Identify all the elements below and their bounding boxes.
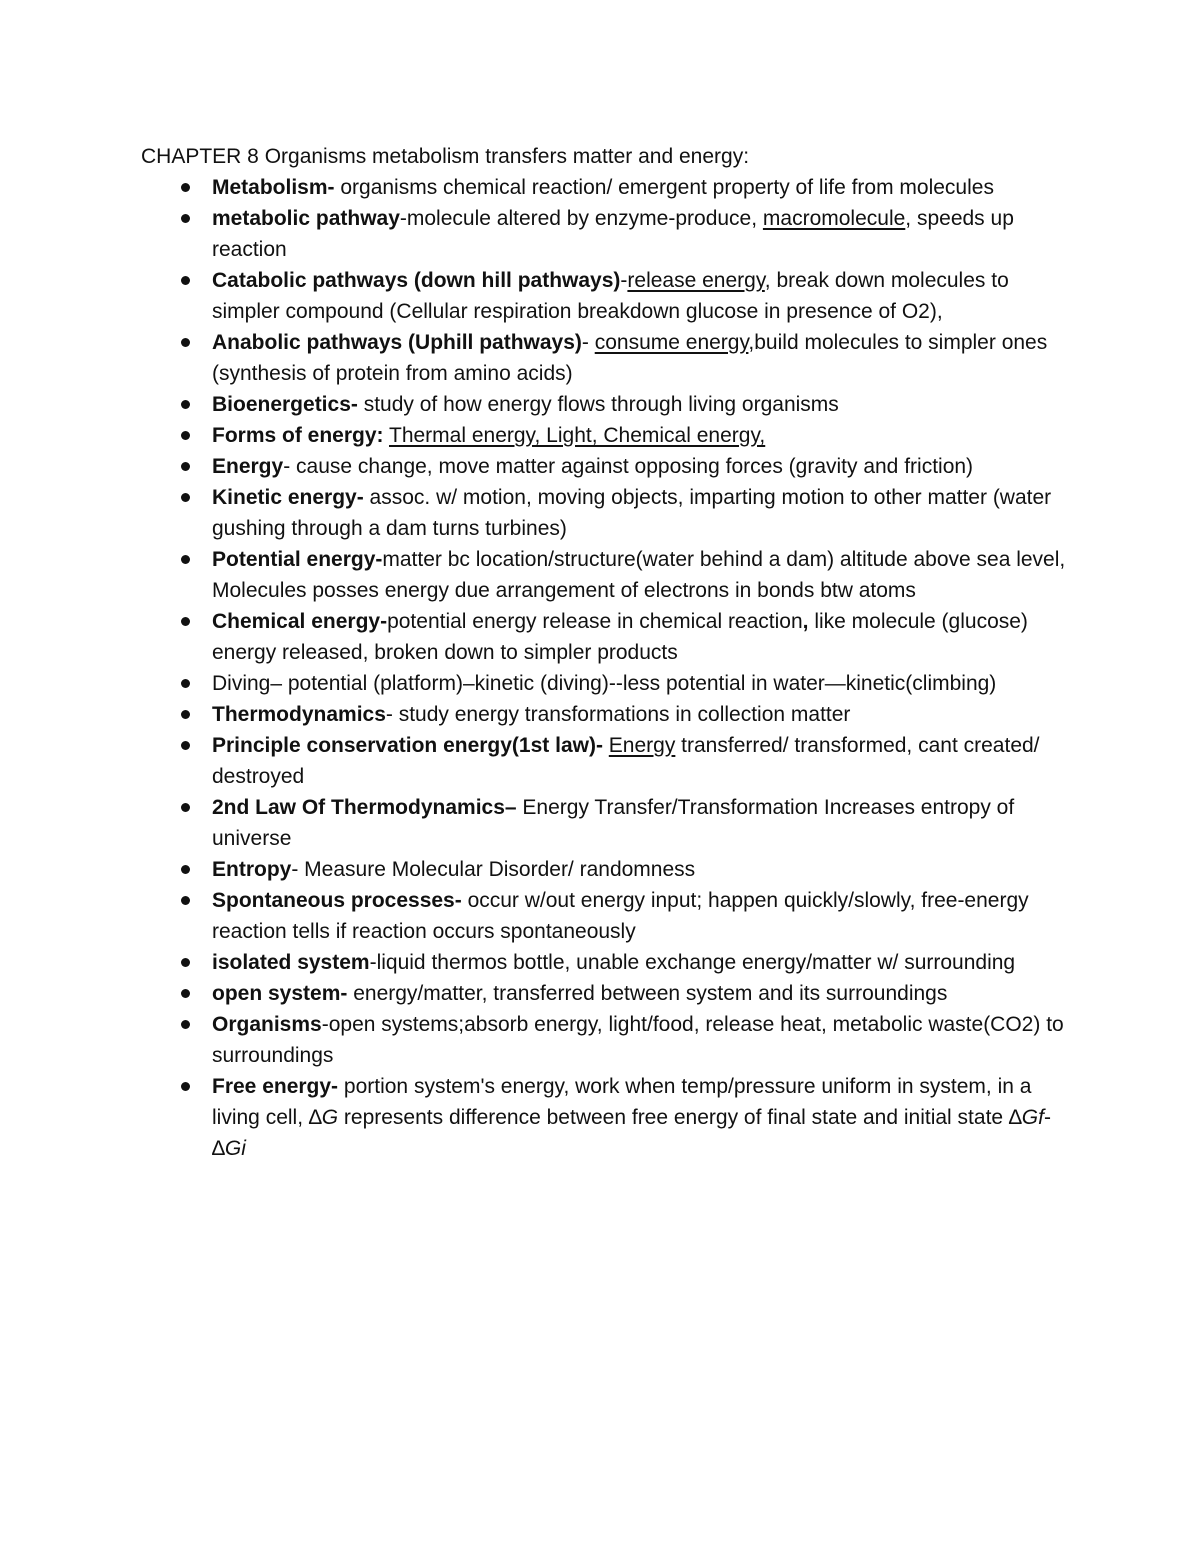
- bullet-icon: [181, 989, 190, 998]
- definition: - cause change, move matter against opposing forces (gravity and friction): [283, 455, 974, 478]
- list-item: [141, 482, 1066, 544]
- term-organisms: Organisms: [212, 1013, 322, 1036]
- list-item: [141, 792, 1066, 854]
- list-item: [141, 1071, 1066, 1164]
- list-item: [141, 327, 1066, 389]
- definition: -molecule altered by enzyme-produce,: [399, 207, 763, 230]
- bullet-icon: [181, 462, 190, 471]
- definition: ,build molecules to simpler ones (synthesis of protein from amino acids): [212, 331, 1048, 385]
- underlined-text: macromolecule: [762, 207, 906, 230]
- bullet-icon: [181, 214, 190, 223]
- term-isolated-system: isolated system: [212, 951, 370, 974]
- term-anabolic-pathways: Anabolic pathways (Uphill pathways): [212, 331, 582, 354]
- definition: , break down molecules to simpler compound (Cellular respiration breakdown glucose in presence of O2),: [212, 269, 1009, 323]
- definition: represents difference between free energy of final state and initial state ∆: [338, 1106, 1022, 1129]
- bullet-icon: [181, 1082, 190, 1091]
- list-item: [141, 203, 1066, 265]
- bullet-icon: [181, 617, 190, 626]
- term-open-system: open system-: [212, 982, 348, 1005]
- list-item: [141, 699, 1066, 730]
- term-bioenergetics: Bioenergetics-: [212, 393, 358, 416]
- italic-symbol: Gi: [224, 1137, 246, 1160]
- list-item: [141, 730, 1066, 792]
- list-item: [141, 1009, 1066, 1071]
- definition: -open systems;absorb energy, light/food, release heat, metabolic waste(CO2) to surroundings: [212, 1013, 1064, 1067]
- definition: occur w/out energy input; happen quickly/slowly, free-energy reaction tells if reaction occurs spontaneously: [212, 889, 1029, 943]
- definition: Diving– potential (platform)–kinetic (diving)--less potential in water—kinetic(climbing): [212, 672, 997, 695]
- chapter-heading: CHAPTER 8 Organisms metabolism transfers matter and energy:: [141, 145, 750, 168]
- term-free-energy: Free energy-: [212, 1075, 339, 1098]
- definition: study of how energy flows through living organisms: [357, 393, 839, 416]
- list-item: [141, 265, 1066, 327]
- definition: matter bc location/structure(water behind a dam) altitude above sea level, Molecules posses energy due arrangement of electrons in bonds btw atoms: [212, 548, 1066, 602]
- definition: portion system's energy, work when temp/pressure uniform in system, in a living cell, ∆: [212, 1075, 1032, 1129]
- bullet-icon: [181, 896, 190, 905]
- term-entropy: Entropy: [212, 858, 292, 881]
- term-potential-energy: Potential energy-: [212, 548, 383, 571]
- bold-comma: ,: [802, 610, 809, 633]
- bullet-icon: [181, 679, 190, 688]
- list-item: [141, 947, 1066, 978]
- list-item: [141, 544, 1066, 606]
- definition: energy/matter, transferred between system and its surroundings: [347, 982, 948, 1005]
- definition: like molecule (glucose) energy released, broken down to simpler products: [212, 610, 1028, 664]
- term-spontaneous-processes: Spontaneous processes-: [212, 889, 462, 912]
- definition: -: [620, 269, 628, 292]
- bullet-icon: [181, 803, 190, 812]
- bullet-icon: [181, 710, 190, 719]
- list-item: [141, 451, 1066, 482]
- term-metabolism: Metabolism-: [212, 176, 335, 199]
- list-item: [141, 172, 1066, 203]
- italic-symbol: G: [321, 1106, 339, 1129]
- list-item: [141, 420, 1066, 451]
- underlined-text: Thermal energy, Light, Chemical energy,: [389, 424, 766, 447]
- bullet-icon: [181, 431, 190, 440]
- bullet-icon: [181, 338, 190, 347]
- term-chemical-energy: Chemical energy-: [212, 610, 388, 633]
- definition: potential energy release in chemical reaction: [387, 610, 803, 633]
- definition: organisms chemical reaction/ emergent property of life from molecules: [334, 176, 994, 199]
- term-energy: Energy: [212, 455, 284, 478]
- definition: -liquid thermos bottle, unable exchange energy/matter w/ surrounding: [369, 951, 1016, 974]
- term-catabolic-pathways: Catabolic pathways (down hill pathways): [212, 269, 621, 292]
- definition: -: [581, 331, 595, 354]
- list-item: [141, 885, 1066, 947]
- definition: , speeds up reaction: [212, 207, 1014, 261]
- list-item: [141, 854, 1066, 885]
- term-first-law: Principle conservation energy(1st law)-: [212, 734, 603, 757]
- term-thermodynamics: Thermodynamics: [212, 703, 386, 726]
- term-kinetic-energy: Kinetic energy-: [212, 486, 364, 509]
- underlined-text: Energy: [608, 734, 676, 757]
- definition: - Measure Molecular Disorder/ randomness: [291, 858, 696, 881]
- definition: - study energy transformations in collection matter: [385, 703, 851, 726]
- list-item: [141, 978, 1066, 1009]
- list-item: [141, 606, 1066, 668]
- bullet-icon: [181, 1020, 190, 1029]
- term-second-law: 2nd Law Of Thermodynamics–: [212, 796, 517, 819]
- bullet-icon: [181, 958, 190, 967]
- list-item: [141, 389, 1066, 420]
- bullet-icon: [181, 183, 190, 192]
- definition: assoc. w/ motion, moving objects, imparting motion to other matter (water gushing through a dam turns turbines): [212, 486, 1052, 540]
- term-forms-of-energy: Forms of energy:: [212, 424, 384, 447]
- list-item: [141, 668, 1066, 699]
- bullet-icon: [181, 555, 190, 564]
- italic-symbol: Gf: [1021, 1106, 1044, 1129]
- bullet-icon: [181, 741, 190, 750]
- definition: transferred/ transformed, cant created/ destroyed: [212, 734, 1040, 788]
- bullet-icon: [181, 400, 190, 409]
- underlined-text: consume energy: [594, 331, 749, 354]
- bullet-icon: [181, 276, 190, 285]
- bullet-icon: [181, 865, 190, 874]
- definition: -∆: [212, 1106, 1051, 1160]
- definition: Energy Transfer/Transformation Increases entropy of universe: [212, 796, 1015, 850]
- underlined-text: release energy: [627, 269, 765, 292]
- term-metabolic-pathway: metabolic pathway: [212, 207, 400, 230]
- notes-list: [141, 172, 1066, 1164]
- bullet-icon: [181, 493, 190, 502]
